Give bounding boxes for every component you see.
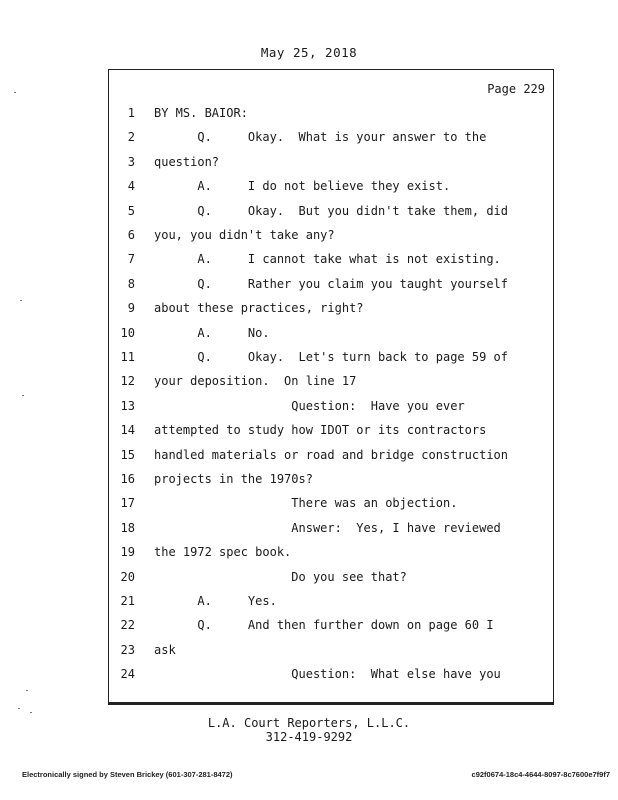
line-number: 5 bbox=[127, 203, 135, 218]
line-text: A. No. bbox=[154, 325, 270, 340]
line-number: 8 bbox=[127, 276, 135, 291]
line-number: 14 bbox=[120, 423, 135, 438]
scan-speck bbox=[30, 712, 32, 713]
line-number: 23 bbox=[120, 642, 135, 657]
transcript-line bbox=[109, 542, 549, 562]
line-number: 22 bbox=[120, 618, 135, 633]
line-text: ask bbox=[154, 642, 176, 657]
transcript-line bbox=[109, 591, 549, 611]
transcript-line bbox=[109, 396, 549, 416]
line-number: 19 bbox=[120, 545, 135, 560]
line-number: 6 bbox=[127, 228, 135, 242]
line-text: Q. Okay. But you didn't take them, did bbox=[154, 203, 509, 218]
line-text: the 1972 spec book. bbox=[154, 545, 292, 560]
line-text: There was an objection. bbox=[154, 496, 458, 511]
line-text: Do you see that? bbox=[154, 569, 407, 584]
line-number: 11 bbox=[120, 350, 135, 364]
line-number: 20 bbox=[120, 569, 135, 584]
line-text: A. I cannot take what is not existing. bbox=[154, 252, 501, 267]
document-id: c92f0674-18c4-4644-8097-8c7600e7f9f7 bbox=[471, 770, 610, 779]
line-text: attempted to study how IDOT or its contractors bbox=[154, 423, 487, 438]
page-number: Page 229 bbox=[487, 82, 545, 96]
line-number: 18 bbox=[120, 520, 135, 535]
line-number: 15 bbox=[120, 447, 135, 462]
scan-speck bbox=[18, 708, 20, 709]
line-text: A. I do not believe they exist. bbox=[154, 179, 451, 194]
transcript-line bbox=[109, 176, 549, 196]
transcript-date: May 25, 2018 bbox=[260, 45, 358, 60]
electronic-signature: Electronically signed by Steven Brickey (601-307-281-8472) bbox=[22, 770, 233, 779]
line-text: A. Yes. bbox=[154, 594, 277, 608]
scan-speck bbox=[22, 395, 24, 396]
line-number: 13 bbox=[120, 398, 135, 413]
transcript-line bbox=[109, 323, 549, 343]
transcript-line bbox=[109, 371, 549, 391]
line-text: Q. Okay. Let's turn back to page 59 of bbox=[154, 350, 509, 364]
line-text: about these practices, right? bbox=[154, 301, 364, 316]
line-number: 12 bbox=[120, 374, 135, 389]
line-text: Q. Okay. What is your answer to the bbox=[154, 130, 487, 145]
line-text: Q. And then further down on page 60 I bbox=[154, 618, 494, 633]
transcript-line bbox=[109, 445, 549, 465]
transcript-line bbox=[109, 493, 549, 513]
transcript-line bbox=[109, 518, 549, 538]
line-text: Answer: Yes, I have reviewed bbox=[154, 520, 501, 535]
scan-speck bbox=[20, 300, 22, 301]
transcript-line bbox=[109, 225, 549, 245]
line-text: Question: What else have you bbox=[154, 667, 501, 682]
line-number: 16 bbox=[120, 472, 135, 486]
line-number: 4 bbox=[127, 179, 135, 194]
transcript-line bbox=[109, 420, 549, 440]
line-number: 17 bbox=[120, 496, 135, 511]
scan-speck bbox=[26, 690, 28, 691]
line-text: you, you didn't take any? bbox=[154, 228, 335, 242]
line-text: question? bbox=[154, 154, 220, 169]
line-number: 9 bbox=[127, 301, 135, 316]
court-reporter-name: L.A. Court Reporters, L.L.C. bbox=[207, 716, 411, 730]
transcript-line bbox=[109, 469, 549, 489]
transcript-line bbox=[109, 347, 549, 367]
scan-speck bbox=[14, 92, 16, 93]
transcript-line bbox=[109, 298, 549, 318]
transcript-line bbox=[109, 249, 549, 269]
transcript-line bbox=[109, 127, 549, 147]
transcript-line bbox=[109, 274, 549, 294]
transcript-line bbox=[109, 664, 549, 684]
line-number: 7 bbox=[127, 252, 135, 267]
transcript-line bbox=[109, 103, 549, 123]
line-number: 2 bbox=[127, 130, 135, 145]
transcript-line bbox=[109, 615, 549, 635]
court-reporter-phone: 312-419-9292 bbox=[265, 730, 353, 744]
line-text: handled materials or road and bridge construction bbox=[154, 447, 509, 462]
transcript-line bbox=[109, 201, 549, 221]
transcript-line bbox=[109, 152, 549, 172]
line-text: your deposition. On line 17 bbox=[154, 374, 357, 389]
line-number: 10 bbox=[120, 325, 135, 340]
line-number: 24 bbox=[120, 667, 135, 682]
line-number: 1 bbox=[127, 106, 135, 120]
transcript-page bbox=[108, 69, 554, 705]
line-text: BY MS. BAIOR: bbox=[154, 106, 248, 120]
line-number: 21 bbox=[120, 594, 135, 608]
line-number: 3 bbox=[127, 154, 135, 169]
line-text: Question: Have you ever bbox=[154, 398, 465, 413]
line-text: projects in the 1970s? bbox=[154, 472, 313, 486]
transcript-line bbox=[109, 567, 549, 587]
line-text: Q. Rather you claim you taught yourself bbox=[154, 276, 509, 291]
transcript-line bbox=[109, 640, 549, 660]
